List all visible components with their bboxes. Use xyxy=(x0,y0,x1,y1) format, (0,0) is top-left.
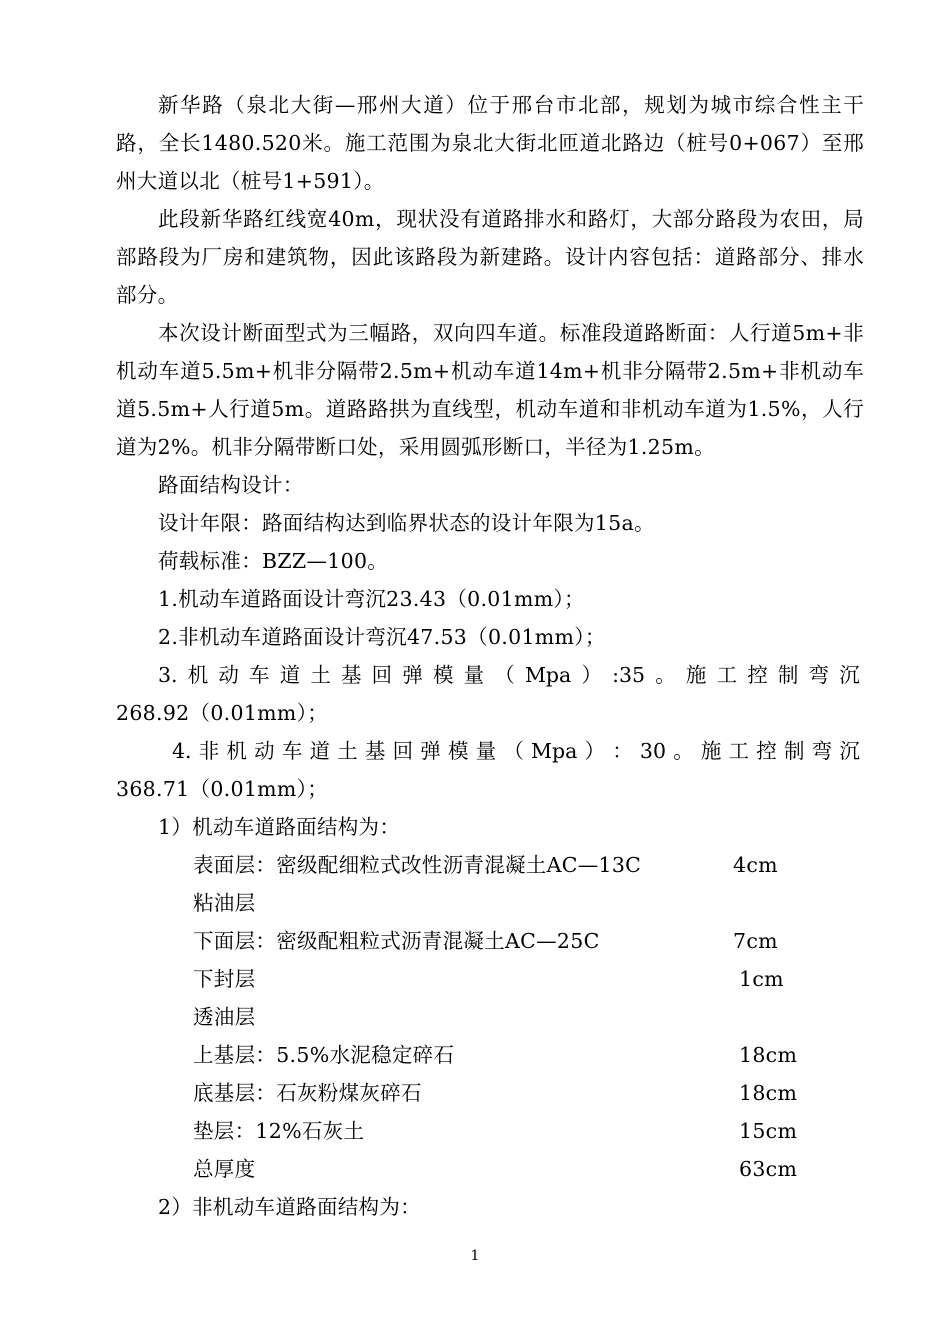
design-load: 荷载标准：BZZ—100。 xyxy=(158,549,389,573)
text-token: ） xyxy=(581,663,602,687)
layer-name: 垫层：12%石灰土 xyxy=(193,1119,365,1143)
text-token: 量 xyxy=(475,739,497,763)
layer-name: 表面层：密级配细粒式改性沥青混凝土AC—13C xyxy=(193,853,642,877)
design-years: 设计年限：路面结构达到临界状态的设计年限为15a。 xyxy=(158,511,655,535)
layer-name: 总厚度 xyxy=(193,1157,256,1181)
text-token: 。 xyxy=(655,663,676,687)
layer-name: 下封层 xyxy=(193,967,256,991)
text-token: 沉 xyxy=(839,739,860,763)
text-token: :35 xyxy=(612,663,646,687)
layer-thickness: 18cm xyxy=(739,1043,798,1067)
text-token: 基 xyxy=(341,663,362,687)
layer-name: 下面层：密级配粗粒式沥青混凝土AC—25C xyxy=(193,929,600,953)
layer-thickness: 18cm xyxy=(739,1081,798,1105)
design-heading: 路面结构设计： xyxy=(158,473,304,497)
text-token: 车 xyxy=(281,739,303,763)
text-token: 沉 xyxy=(839,663,860,687)
layer-name: 上基层：5.5%水泥稳定碎石 xyxy=(193,1043,455,1067)
text-token: 土 xyxy=(337,739,358,763)
text-token: 动 xyxy=(254,739,275,763)
text-token: ： xyxy=(612,739,633,763)
text-token: 弹 xyxy=(402,663,423,687)
page-number: 1 xyxy=(470,1248,480,1264)
text-token: 量 xyxy=(463,663,485,687)
text-token: 施 xyxy=(685,663,707,687)
intro-paragraph-3: 本次设计断面型式为三幅路，双向四车道。标准段道路断面：人行道5m+非机动车道5.5m+机非分隔带2.5m+机动车道14m+机非分隔带2.5m+非机动车道5.5m+人行道5m。道路路拱为直线型，机动车道和非机动车道为1.5%，人行道为2%。机非分隔带断口处，采用圆弧形断口，半径为1.25m。 xyxy=(116,321,864,459)
layer-thickness: 1cm xyxy=(739,967,784,991)
text-token: 道 xyxy=(309,739,330,763)
layer-name: 底基层：石灰粉煤灰碎石 xyxy=(193,1081,422,1105)
text-token: 弯 xyxy=(808,663,830,687)
text-token: 控 xyxy=(756,739,777,763)
layer-thickness: 15cm xyxy=(739,1119,798,1143)
text-token: 制 xyxy=(783,739,805,763)
text-token: Mpa xyxy=(524,663,572,687)
layer-name: 透油层 xyxy=(193,1005,256,1029)
text-token: 机 xyxy=(226,739,247,763)
design-item-2: 2.非机动车道路面设计弯沉47.53（0.01mm）； xyxy=(158,625,606,649)
design-item-3-continued: 268.92（0.01mm）； xyxy=(116,701,329,725)
text-token: 弯 xyxy=(811,739,833,763)
text-token: 车 xyxy=(249,663,270,687)
design-item-4 xyxy=(172,732,860,770)
text-token: 基 xyxy=(364,739,386,763)
text-token: 3. xyxy=(158,663,178,687)
text-token: 模 xyxy=(432,663,454,687)
nonmotor-structure-heading: 2）非机动车道路面结构为： xyxy=(158,1195,421,1219)
text-token: 弹 xyxy=(420,739,441,763)
text-token: ） xyxy=(584,739,606,763)
layer-thickness: 63cm xyxy=(739,1157,798,1181)
text-token: 模 xyxy=(447,739,469,763)
text-token: 4. xyxy=(172,739,192,763)
text-token: 30 xyxy=(639,739,666,763)
layer-thickness: 4cm xyxy=(733,853,778,877)
motor-structure-heading: 1）机动车道路面结构为： xyxy=(158,815,401,839)
layer-thickness: 7cm xyxy=(733,929,778,953)
text-token: 回 xyxy=(371,663,393,687)
design-item-4-continued: 368.71（0.01mm）； xyxy=(116,777,329,801)
text-token: 土 xyxy=(310,663,331,687)
text-token: 非 xyxy=(198,739,220,763)
text-token: 工 xyxy=(728,739,750,763)
text-token: 制 xyxy=(777,663,799,687)
design-item-1: 1.机动车道路面设计弯沉23.43（0.01mm）； xyxy=(158,587,585,611)
text-token: （ xyxy=(494,663,515,687)
text-token: 道 xyxy=(279,663,301,687)
text-token: （ xyxy=(503,739,524,763)
text-token: 工 xyxy=(716,663,738,687)
text-token: 动 xyxy=(218,663,239,687)
text-token: 回 xyxy=(392,739,414,763)
text-token: 施 xyxy=(700,739,722,763)
text-token: Mpa xyxy=(531,739,578,763)
layer-name: 粘油层 xyxy=(193,891,256,915)
intro-paragraph-2: 此段新华路红线宽40m，现状没有道路排水和路灯，大部分路段为农田，局部路段为厂房和建筑物，因此该路段为新建路。设计内容包括：道路部分、排水部分。 xyxy=(116,207,864,307)
text-token: 机 xyxy=(187,663,209,687)
text-token: 控 xyxy=(747,663,768,687)
intro-paragraph-1: 新华路（泉北大街—邢州大道）位于邢台市北部，规划为城市综合性主干路，全长1480.520米。施工范围为泉北大街北匝道北路边（桩号0+067）至邢州大道以北（桩号1+591）。 xyxy=(116,93,864,193)
design-item-3 xyxy=(158,656,860,694)
text-token: 。 xyxy=(673,739,694,763)
